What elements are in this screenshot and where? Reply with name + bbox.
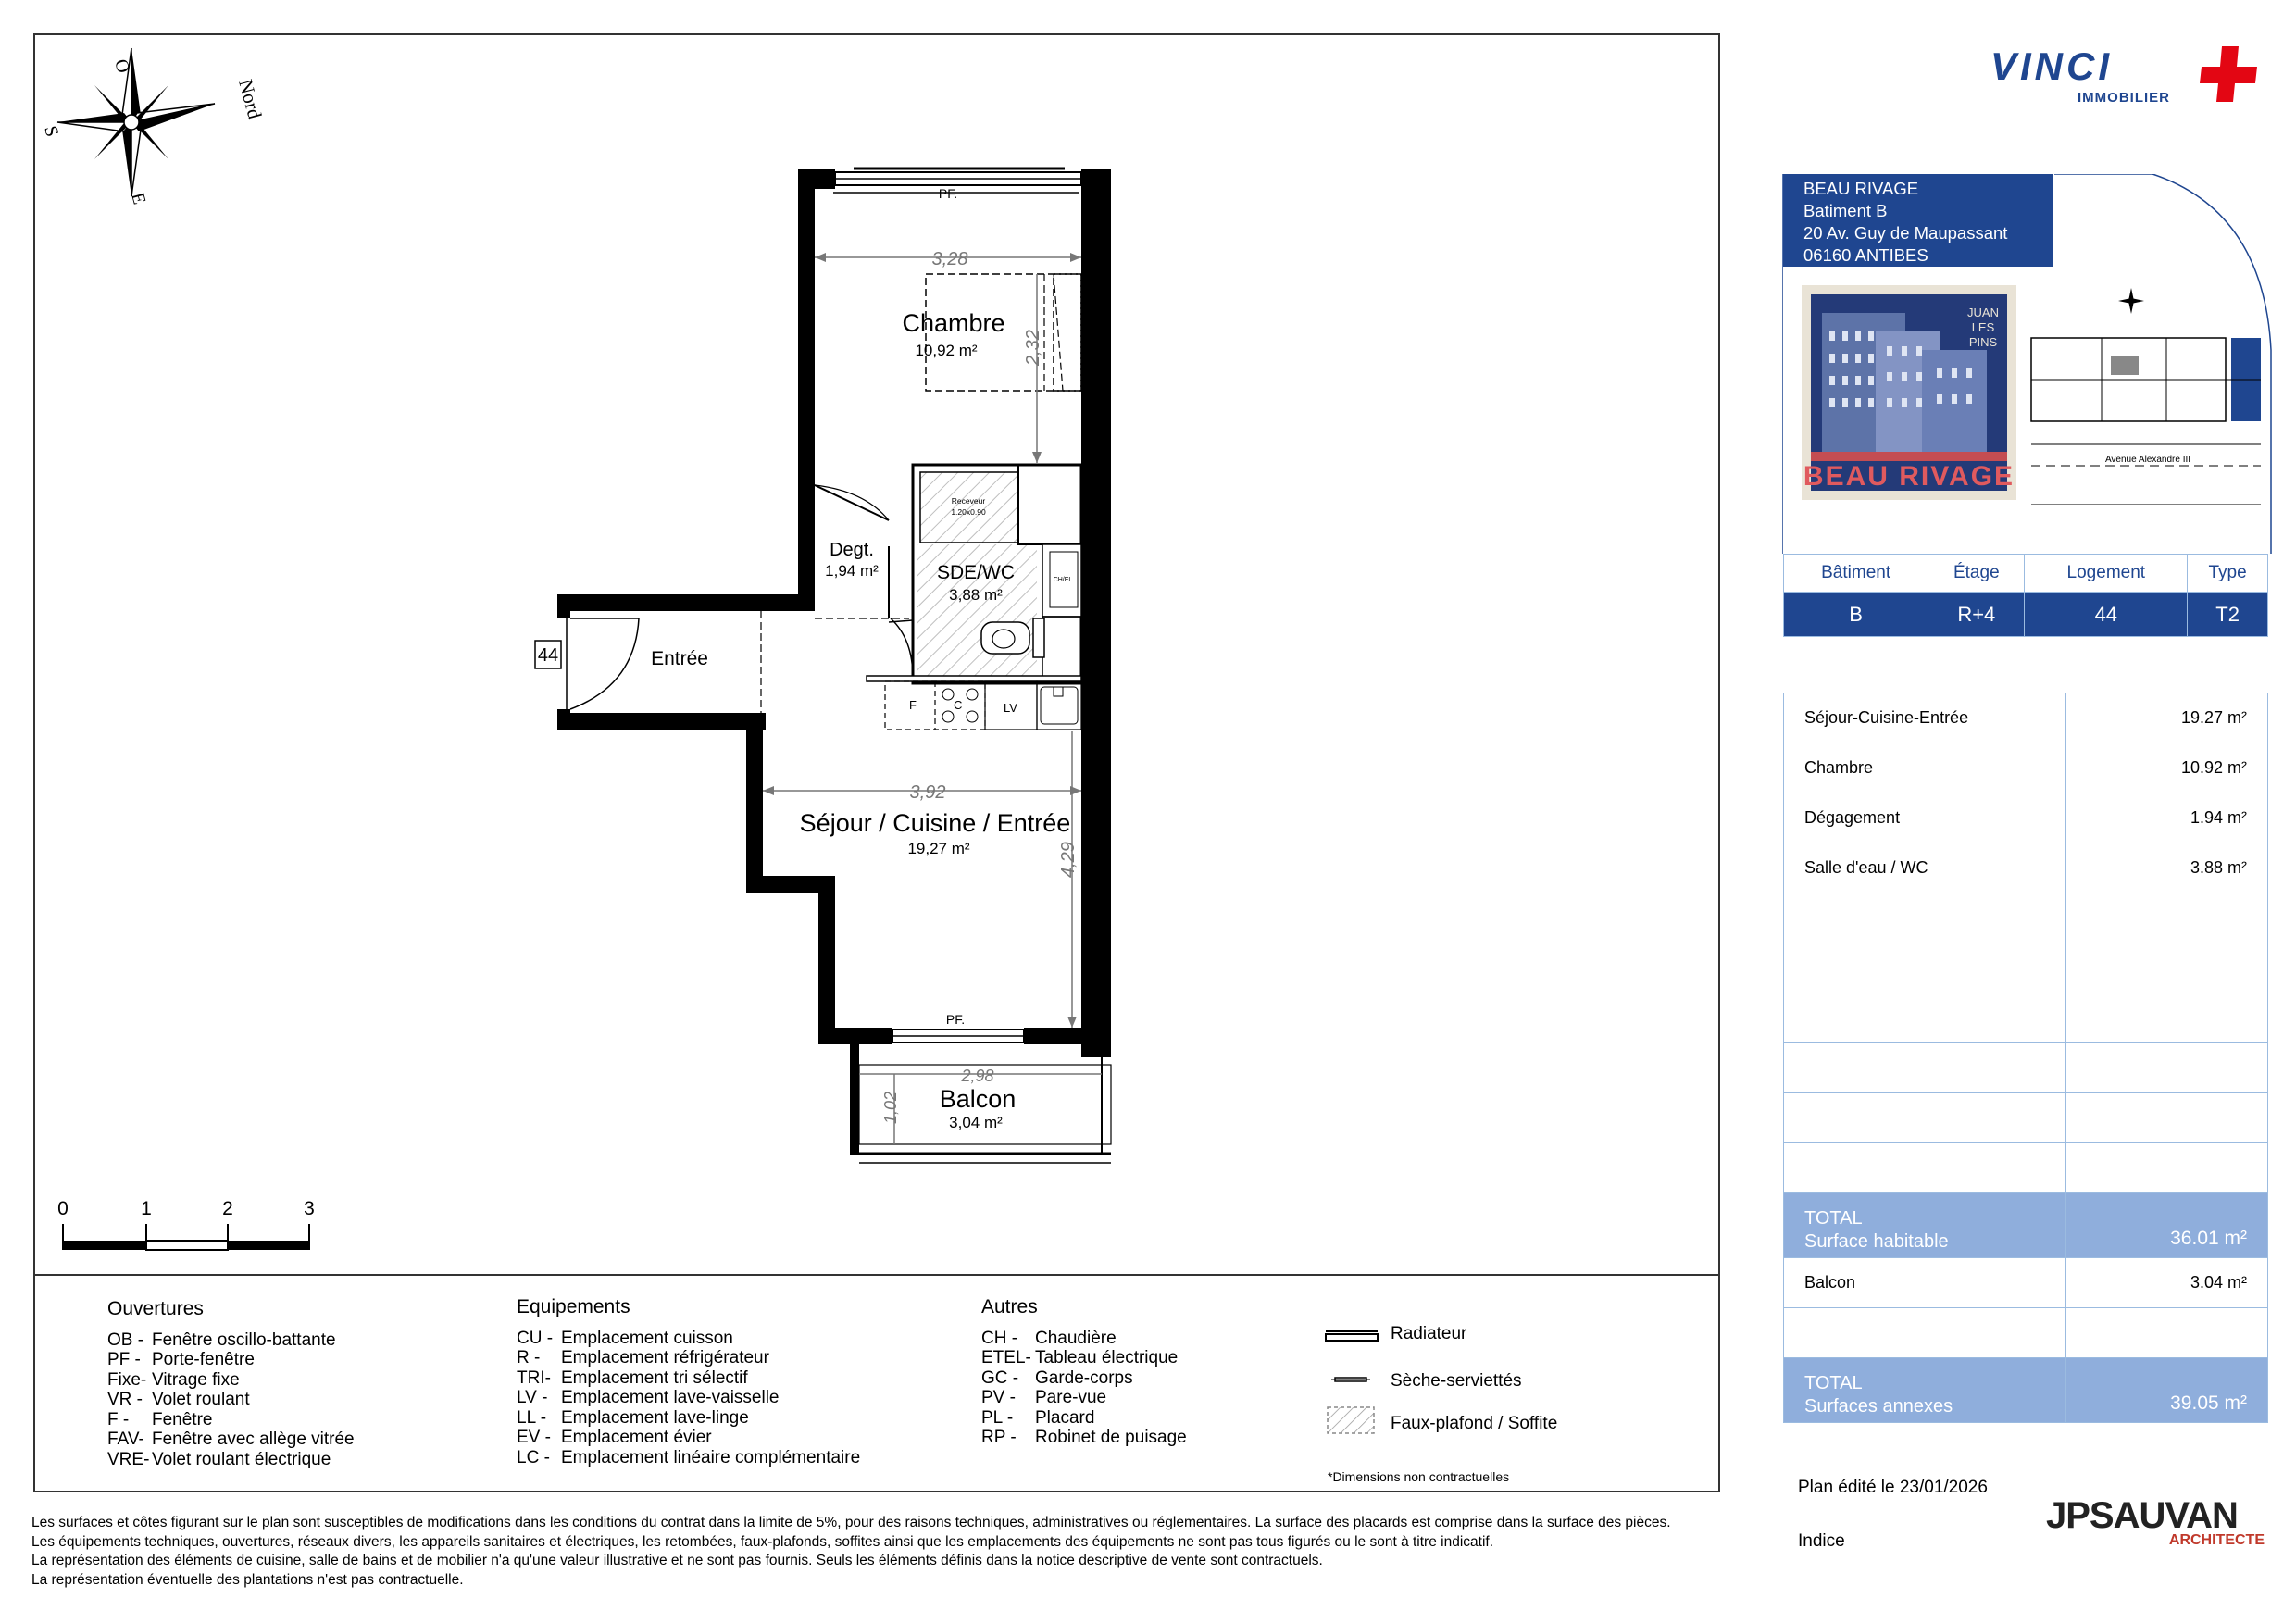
vinci-logo: [1990, 46, 2277, 111]
balcon-row: [1784, 1258, 2268, 1308]
legend-code: EV -: [517, 1428, 551, 1447]
balcon-label: Balcon: [1784, 1258, 2066, 1308]
balcon-depth: 1,02: [881, 1091, 900, 1124]
legend-symbols: [1315, 1315, 1703, 1481]
sde-area: 3,88 m²: [949, 586, 1003, 604]
surface-value: 19.27 m²: [2066, 693, 2268, 743]
info-value: B: [1784, 593, 1928, 637]
legend-code: GC -: [981, 1367, 1019, 1388]
empty-cell: [2066, 943, 2268, 993]
disclaimer-line: Les équipements techniques, ouvertures, réseaux divers, les appareils sanitaires et électriques, les retombées, faux-plafonds, soffites ainsi que les emplacements des équipements ne sont pas tous figurés ou le sont à titre indicatif.: [31, 1533, 1494, 1550]
legend-ouvertures: [107, 1299, 355, 1469]
empty-cell: [1784, 943, 2066, 993]
edit-date: Plan édité le 23/01/2026: [1798, 1478, 1988, 1497]
legend-label: Tableau électrique: [1035, 1348, 1179, 1367]
info-value: 44: [2025, 593, 2188, 637]
legend-code: RP -: [981, 1428, 1017, 1447]
legend-row: [517, 1329, 860, 1349]
table-row: [1784, 793, 2268, 843]
empty-cell: [1784, 893, 2066, 943]
table-row: [1784, 843, 2268, 893]
address-line: 06160 ANTIBES: [1803, 245, 1928, 265]
empty-row: [1784, 943, 2268, 993]
architect-logo-name: JPSAUVAN: [2046, 1495, 2238, 1536]
empty-row: [1784, 993, 2268, 1043]
legend-row: [981, 1388, 1187, 1408]
legend-row: [107, 1350, 355, 1370]
legend-code: PF -: [107, 1350, 141, 1369]
legend-label: Fenêtre avec allège vitrée: [152, 1429, 355, 1449]
info-header: Étage: [1928, 555, 2025, 593]
compass-label-bottom: E: [127, 190, 150, 207]
info-header: Type: [2188, 555, 2268, 593]
compass-label-left: S: [40, 123, 63, 140]
scale-tick-3: 3: [304, 1198, 315, 1219]
disclaimer: [31, 1514, 1772, 1590]
disclaimer-line: La représentation des éléments de cuisine, salle de bains et de mobilier n'a qu'une valeur illustrative et ne sont pas fournis. Seuls les éléments définis dans la notice descriptive de vente sont contractuels.: [31, 1553, 1323, 1568]
scale-bar: [63, 1224, 309, 1250]
surface-label: Chambre: [1784, 743, 2066, 793]
total-habitable-row: [1784, 1193, 2268, 1258]
kitchen-c: C: [954, 698, 963, 712]
legend-row: [107, 1370, 355, 1391]
vinci-logo-sub: IMMOBILIER: [2078, 90, 2170, 106]
scale-tick-0: 0: [57, 1198, 69, 1219]
degt-area: 1,94 m²: [825, 562, 879, 580]
legend-row: [517, 1448, 860, 1468]
legend-label: Fenêtre oscillo-battante: [152, 1330, 336, 1350]
door-number: 44: [537, 645, 559, 666]
info-value-row: [1784, 593, 2268, 637]
total-habitable-label-1: TOTAL: [1804, 1208, 1863, 1229]
surface-value: 3.88 m²: [2066, 843, 2268, 893]
kitchen-f: F: [909, 698, 917, 712]
empty-row: [1784, 1308, 2268, 1358]
empty-row: [1784, 893, 2268, 943]
surface-label: Séjour-Cuisine-Entrée: [1784, 693, 2066, 743]
radiateur-icon: [1326, 1331, 1378, 1341]
legend-row: [981, 1329, 1187, 1349]
empty-cell: [2066, 993, 2268, 1043]
empty-cell: [1784, 1093, 2066, 1143]
surface-label: Salle d'eau / WC: [1784, 843, 2066, 893]
radiateur-label: Radiateur: [1391, 1324, 1467, 1343]
table-row: [1784, 693, 2268, 743]
surfaces-table: [1783, 693, 2268, 1423]
sde-name: SDE/WC: [937, 562, 1015, 583]
legend-equipements: [517, 1297, 860, 1467]
compass-label-top: O: [110, 56, 134, 76]
legend-label: Volet roulant électrique: [152, 1449, 331, 1469]
address-line: BEAU RIVAGE: [1803, 179, 1919, 198]
empty-cell: [2066, 1143, 2268, 1193]
location-street: Avenue Alexandre III: [2104, 455, 2191, 465]
legend-label: Fenêtre: [152, 1409, 213, 1429]
legend-label: Emplacement lave-linge: [561, 1407, 749, 1428]
empty-row: [1784, 1093, 2268, 1143]
legend-label: Emplacement tri sélectif: [561, 1367, 748, 1388]
chambre-name: Chambre: [902, 309, 1005, 337]
chambre-width: 3,28: [931, 249, 968, 269]
legend-code: TRI-: [517, 1367, 551, 1388]
balcon-width: 2,98: [961, 1067, 994, 1085]
surface-value: 10.92 m²: [2066, 743, 2268, 793]
legend-label: Garde-corps: [1035, 1367, 1133, 1388]
legend-label: Robinet de puisage: [1035, 1428, 1187, 1447]
legend-label: Emplacement évier: [561, 1428, 712, 1447]
legend-code: ETEL-: [981, 1348, 1031, 1367]
legend-code: CU -: [517, 1328, 554, 1348]
disclaimer-line: La représentation éventuelle des plantations n'est pas contractuelle.: [31, 1571, 464, 1588]
empty-cell: [1784, 1308, 2066, 1358]
legend-label: Chaudière: [1035, 1328, 1117, 1348]
address-line: Batiment B: [1803, 201, 1888, 220]
sejour-name: Séjour / Cuisine / Entrée: [799, 809, 1071, 837]
total-habitable-label-2: Surface habitable: [1804, 1231, 1949, 1252]
compass-label-north: Nord: [234, 77, 267, 121]
total-annexes-row: [1784, 1358, 2268, 1423]
receveur-size: 1.20x0.90: [951, 507, 986, 517]
logement-info-table: [1783, 554, 2268, 637]
disclaimer-line: Les surfaces et côtes figurant sur le plan sont susceptibles de modifications dans les conditions du contrat dans la limite de 5%, pour des raisons techniques, administratives ou réglementaires. La surface des placards est comprise dans la surface des pièces.: [31, 1515, 1671, 1530]
legend-label: Emplacement cuisson: [561, 1328, 733, 1348]
legend-label: Pare-vue: [1035, 1388, 1107, 1407]
info-value: R+4: [1928, 593, 2025, 637]
legend-code: VRE-: [107, 1449, 150, 1469]
empty-cell: [1784, 1143, 2066, 1193]
empty-row: [1784, 1043, 2268, 1093]
total-habitable-label: [1784, 1193, 2066, 1258]
legend-code: R -: [517, 1348, 541, 1367]
seche-label: Sèche-serviettés: [1391, 1371, 1522, 1391]
empty-cell: [2066, 1308, 2268, 1358]
total-annexes-label: [1784, 1358, 2066, 1423]
kitchen-lv: LV: [1004, 701, 1017, 715]
entree-area: [535, 611, 761, 713]
balcon-area: 3,04 m²: [949, 1114, 1003, 1131]
legend-label: Vitrage fixe: [152, 1369, 240, 1390]
legend-label: Volet roulant: [152, 1390, 250, 1409]
legend-code: CH -: [981, 1328, 1018, 1348]
legend-label: Emplacement linéaire complémentaire: [561, 1447, 861, 1467]
building-image-tag: PINS: [1968, 335, 1998, 349]
pf-bottom-label: PF.: [945, 1012, 966, 1027]
degt-name: Degt.: [830, 540, 874, 560]
info-value: T2: [2188, 593, 2268, 637]
legend-ouvertures-title: Ouvertures: [107, 1298, 204, 1319]
legend-code: LV -: [517, 1388, 548, 1407]
surface-value: 1.94 m²: [2066, 793, 2268, 843]
compass-rose: [57, 48, 215, 196]
building-image-title: BEAU RIVAGE: [1803, 461, 2015, 492]
window-bottom: [892, 1030, 1024, 1042]
legend-row: [517, 1428, 860, 1448]
legend-row: [981, 1428, 1187, 1448]
legend-label: Placard: [1035, 1407, 1095, 1428]
info-header: Logement: [2025, 555, 2188, 593]
legend-row: [107, 1410, 355, 1430]
total-annexes-label-2: Surfaces annexes: [1804, 1396, 1953, 1417]
legend-row: [107, 1429, 355, 1450]
legend-row: [107, 1390, 355, 1410]
sejour-width: 3,92: [909, 782, 946, 803]
legend-row: [517, 1368, 860, 1389]
vinci-logo-name: VINCI: [1990, 46, 2114, 88]
legend-code: LL -: [517, 1407, 547, 1428]
chambre-area: 10,92 m²: [915, 342, 978, 359]
total-annexes-label-1: TOTAL: [1804, 1373, 1863, 1393]
legend-code: Fixe-: [107, 1369, 147, 1390]
indice-label: Indice: [1798, 1531, 1845, 1551]
legend-row: [981, 1408, 1187, 1429]
legend-row: [981, 1368, 1187, 1389]
empty-cell: [2066, 1043, 2268, 1093]
legend-equipements-title: Equipements: [517, 1296, 630, 1317]
empty-cell: [1784, 1043, 2066, 1093]
legend-code: F -: [107, 1409, 130, 1429]
balcon-name: Balcon: [939, 1085, 1017, 1113]
building-image-tag: LES: [1971, 320, 1995, 334]
total-annexes-value: 39.05 m²: [2066, 1358, 2268, 1423]
scale-tick-1: 1: [141, 1198, 152, 1219]
legend-row: [107, 1330, 355, 1351]
building-illustration: [1802, 285, 2016, 500]
vinci-logo-cross-icon: [2200, 46, 2257, 102]
address-line: 20 Av. Guy de Maupassant: [1803, 223, 2008, 243]
empty-cell: [1784, 993, 2066, 1043]
sejour-depth: 4,29: [1058, 842, 1079, 878]
info-header-row: [1784, 555, 2268, 593]
faux-plafond-label: Faux-plafond / Soffite: [1391, 1414, 1558, 1433]
receveur-label: Receveur: [951, 496, 986, 506]
dimensions-note: *Dimensions non contractuelles: [1328, 1469, 1510, 1481]
legend-label: Emplacement lave-vaisselle: [561, 1388, 780, 1407]
legend-row: [517, 1388, 860, 1408]
empty-cell: [2066, 893, 2268, 943]
legend-row: [981, 1348, 1187, 1368]
legend-code: FAV-: [107, 1429, 144, 1449]
seche-serviette-icon: [1331, 1378, 1370, 1381]
balcon-value: 3.04 m²: [2066, 1258, 2268, 1308]
empty-row: [1784, 1143, 2268, 1193]
empty-cell: [2066, 1093, 2268, 1143]
legend-label: Porte-fenêtre: [152, 1350, 255, 1369]
legend-code: LC -: [517, 1447, 550, 1467]
chaudiere-code: CH/EL: [1053, 577, 1073, 583]
scale-tick-2: 2: [222, 1198, 233, 1219]
legend-code: PV -: [981, 1388, 1016, 1407]
pf-top-label: PF.: [938, 186, 958, 201]
total-habitable-value: 36.01 m²: [2066, 1193, 2268, 1258]
legend-autres-title: Autres: [981, 1296, 1038, 1317]
surface-label: Dégagement: [1784, 793, 2066, 843]
architect-logo: [2046, 1492, 2268, 1548]
legend-row: [107, 1450, 355, 1470]
legend-row: [517, 1408, 860, 1429]
location-map: [2028, 273, 2268, 505]
legend-code: PL -: [981, 1407, 1014, 1428]
legend-row: [517, 1348, 860, 1368]
legend-code: OB -: [107, 1330, 144, 1350]
chambre-depth: 2,32: [1023, 330, 1043, 366]
info-header: Bâtiment: [1784, 555, 1928, 593]
faux-plafond-icon: [1328, 1407, 1374, 1433]
legend-code: VR -: [107, 1390, 143, 1409]
building-image-tag: JUAN: [1967, 306, 1999, 319]
legend-label: Emplacement réfrigérateur: [561, 1348, 769, 1367]
architect-logo-sub: ARCHITECTE: [2168, 1532, 2265, 1548]
address-box: [1783, 174, 2053, 267]
table-row: [1784, 743, 2268, 793]
location-compass-icon: [2118, 288, 2144, 314]
legend-autres: [981, 1297, 1187, 1448]
entree-name: Entrée: [651, 648, 708, 669]
sejour-area: 19,27 m²: [907, 840, 970, 857]
